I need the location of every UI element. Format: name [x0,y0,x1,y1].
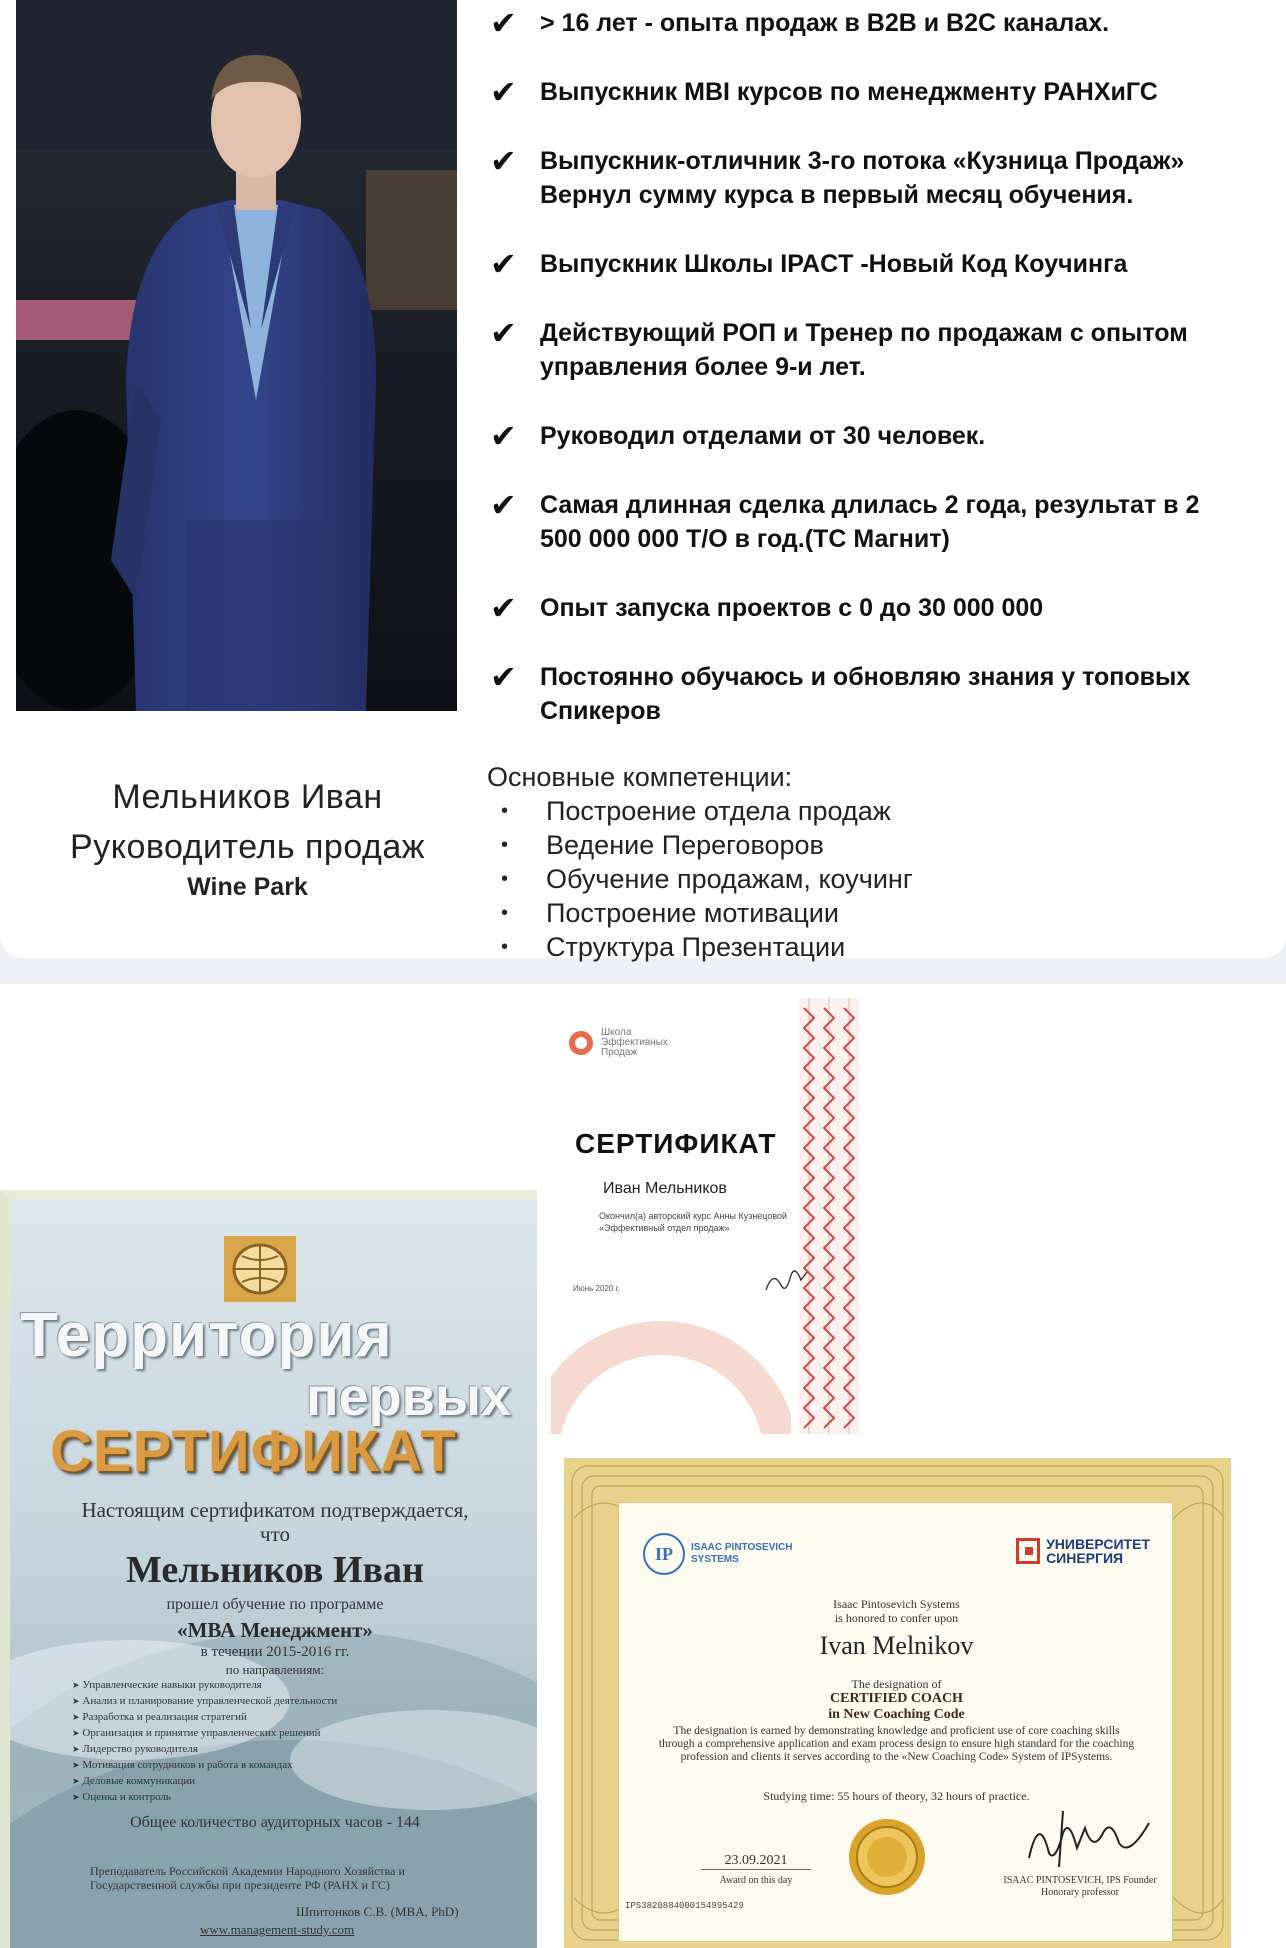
certificate-title: CERTIFIED COACH [830,1691,963,1706]
list-item [501,930,1267,964]
school-logo [569,1028,681,1058]
certificate-confirm-text: Настоящим сертификатом подтверждается, [81,1498,469,1522]
certificate-description: The designation is earned by demonstrating knowledge and proficient use of core coaching skills through a comprehensive application and exam process design to ensure high standard for the coaching profession and clients it serves according to the «New Coaching Code» System of IPSystems. [658,1725,1135,1763]
decorative-arc-icon [551,1248,791,1434]
achievement-text: > 16 лет - опыта продаж в B2B и B2C каналах. [540,9,1110,37]
certificate-program: in New Coaching Code [828,1707,965,1722]
list-item: ➤ Оценка и контроль [72,1790,337,1806]
checkmark-icon: ✔ [490,142,517,180]
ips-logo [643,1533,793,1575]
list-item [490,6,1270,40]
achievement-text: Выпускник Школы IPACT -Новый Код Коучинга [540,250,1128,278]
certificate-directions-list [72,1678,337,1806]
list-item [490,144,1270,212]
list-item [490,316,1270,384]
certificate-years: в течении 2015-2016 гг. [200,1644,350,1660]
checkmark-icon: ✔ [490,658,517,696]
certificate-program-intro: прошел обучение по программе [166,1596,384,1613]
certificate-description: Окончил(а) авторский курс Анны Кузнецовой «Эффективный отдел продаж» [599,1211,788,1233]
certificate-recipient: Мельников Иван [126,1549,424,1591]
list-item [490,591,1270,625]
certificates-section [0,984,1286,1948]
synergy-logo [1016,1537,1150,1565]
certificate-recipient: Иван Мельников [603,1180,727,1197]
profile-photo [16,0,457,711]
certificate-course: «МВА Менеджмент» [177,1618,373,1642]
list-item [490,660,1270,728]
checkmark-icon: ✔ [490,4,517,42]
bullet-icon: • [501,800,509,822]
certificate-body [618,1502,1173,1942]
signature-icon [1019,1803,1159,1873]
list-item: ➤ Деловые коммуникации [72,1774,337,1790]
person-role: Руководитель продаж [70,828,425,866]
certificate-school [551,998,859,1434]
certificate-signer: ISAAC PINTOSEVICH, IPS Founder Honorary professor [1003,1875,1157,1898]
certificate-website: www.management-study.com [200,1922,355,1937]
person-company: Wine Park [187,873,308,901]
achievement-text: Постоянно обучаюсь и обновляю знания у топовых Спикеров [540,663,1191,725]
checkmark-icon: ✔ [490,589,517,627]
person-name: Мельников Иван [112,778,383,816]
achievement-text: Выпускник MBI курсов по менеджменту РАНХиГС [540,78,1158,106]
certificate-confer-text: is honored to confer upon [834,1611,959,1625]
profile-caption [16,772,479,902]
list-item: ➤ Анализ и планирование управленческой деятельности [72,1694,337,1710]
competency-text: Построение отдела продаж [546,796,891,826]
list-item [490,247,1270,281]
achievement-text: Выпускник-отличник 3-го потока «Кузница Продаж» Вернул сумму курса в первый месяц обучения. [540,147,1185,209]
emblem-icon [220,1234,300,1304]
bullet-icon: • [501,834,509,856]
checkmark-icon: ✔ [490,245,517,283]
territory-heading: Территория [20,1301,393,1370]
achievement-text: Опыт запуска проектов с 0 до 30 000 000 [540,594,1044,622]
certificate-date: Июнь 2020 г. [573,1284,620,1293]
competencies-list [501,794,1267,964]
certificate-award-label: Award on this day [719,1875,793,1886]
certificate-date: 23.09.2021 [701,1853,811,1870]
profile-card [0,0,1286,962]
synergy-logo-icon [1016,1538,1040,1564]
certificate-directions-intro: по направлениям: [225,1662,325,1677]
certificate-designation-intro: The designation of [851,1677,942,1691]
certificate-chto-text: что [260,1522,290,1546]
gold-seal-icon [847,1817,927,1897]
bullet-icon: • [501,868,509,890]
achievement-text: Руководил отделами от 30 человек. [540,422,986,450]
list-item: ➤ Мотивация сотрудников и работа в командах [72,1758,337,1774]
checkmark-icon: ✔ [490,486,517,524]
school-logo-text: Школа Эффективных Продаж [601,1027,668,1058]
competency-text: Структура Презентации [546,932,846,962]
certificate-signer: Шпитонков С.В. (MBA, PhD) [296,1904,459,1919]
competencies-title: Основные компетенции: [487,762,793,792]
competency-text: Ведение Переговоров [546,830,824,860]
firsts-heading: первых [306,1367,511,1427]
list-item [490,419,1270,453]
list-item: ➤ Разработка и реализация стратегий [72,1710,337,1726]
ips-logo-text: ISAAC PINTOSEVICH SYSTEMS [691,1542,793,1565]
certificate-title: СЕРТИФИКАТ [575,1128,777,1159]
list-item [490,488,1270,556]
bullet-icon: • [501,902,509,924]
synergy-logo-text: УНИВЕРСИТЕТ СИНЕРГИЯ [1046,1536,1150,1566]
competencies-section [487,760,1267,964]
certificate-study-time: Studying time: 55 hours of theory, 32 hours of practice. [763,1789,1030,1803]
competency-text: Построение мотивации [546,898,839,928]
ips-logo-icon: IP [643,1533,685,1575]
checkmark-icon: ✔ [490,417,517,455]
certificate-recipient: Ivan Melnikov [819,1631,974,1660]
certificate-coach [564,1458,1231,1948]
certificate-teacher: Преподаватель Российской Академии Народного Хозяйства и Государственной службы при президенте РФ (РАНХ и ГС) [90,1864,405,1892]
certificate-id: IPS3820884000154995429 [625,1901,744,1911]
list-item: ➤ Управленческие навыки руководителя [72,1678,337,1694]
school-logo-icon [569,1031,593,1055]
competency-text: Обучение продажам, коучинг [546,864,913,894]
list-item [501,828,1267,862]
list-item [490,75,1270,109]
achievement-text: Самая длинная сделка длилась 2 года, результат в 2 500 000 000 Т/О в год.(ТС Магнит) [540,491,1200,553]
list-item [501,862,1267,896]
list-item [501,896,1267,930]
checkmark-icon: ✔ [490,73,517,111]
checkmark-icon: ✔ [490,314,517,352]
signature-icon [761,1260,811,1300]
certificate-title: СЕРТИФИКАТ [50,1419,457,1484]
ornament-border-icon [799,998,859,1434]
list-item [501,794,1267,828]
achievement-text: Действующий РОП и Тренер по продажам с опытом управления более 9-и лет. [540,319,1188,381]
list-item: ➤ Лидерство руководителя [72,1742,337,1758]
bullet-icon: • [501,936,509,958]
certificate-issuer: Isaac Pintosevich Systems [833,1597,960,1611]
list-item: ➤ Организация и принятие управленческих решений [72,1726,337,1742]
certificate-mba [0,1190,537,1948]
certificate-hours: Общее количество аудиторных часов - 144 [130,1814,420,1831]
